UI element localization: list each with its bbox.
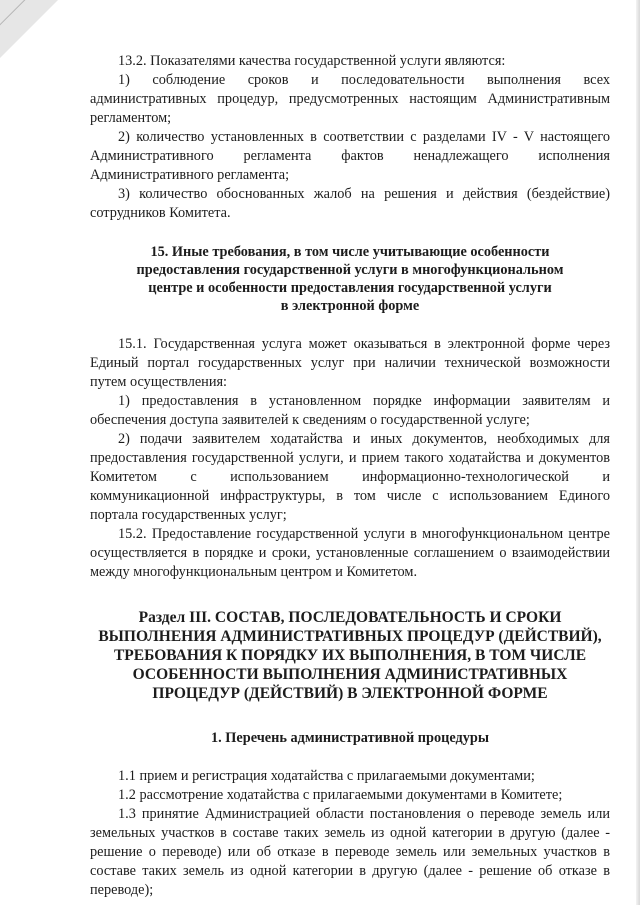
section-15-heading-line-4: в электронной форме	[280, 298, 420, 314]
paragraph-15-1: 15.1. Государственная услуга может оказываться в электронной форме через Единый портал государственных услуг при наличии технической возможности путем осуществления:	[90, 336, 610, 390]
paragraph-15-1-item-1: 1) предоставления в установленном порядке информации заявителям и обеспечения доступа заявителей к сведениям о государственной услуге;	[90, 393, 610, 428]
paragraph-13-2-item-3: 3) количество обоснованных жалоб на решения и действия (бездействие) сотрудников Комитета.	[90, 186, 610, 221]
paragraph-1-2: 1.2 рассмотрение ходатайства с прилагаемыми документами в Комитете;	[118, 787, 563, 803]
razdel-3-heading-line-3: ТРЕБОВАНИЯ К ПОРЯДКУ ИХ ВЫПОЛНЕНИЯ, В ТОМ ЧИСЛЕ	[113, 647, 587, 664]
spacer	[90, 747, 610, 767]
razdel-3-heading-line-1: Раздел III. СОСТАВ, ПОСЛЕДОВАТЕЛЬНОСТЬ И СРОКИ	[138, 609, 562, 626]
section-15-heading-line-1: 15. Иные требования, в том числе учитывающие особенности	[150, 244, 550, 260]
spacer	[90, 315, 610, 335]
razdel-3-heading	[90, 608, 610, 703]
razdel-3-heading-line-2: ВЫПОЛНЕНИЯ АДМИНИСТРАТИВНЫХ ПРОЦЕДУР (ДЕЙСТВИЙ),	[98, 628, 602, 645]
paragraph-15-1-item-2: 2) подачи заявителем ходатайства и иных документов, необходимых для предоставления государственной услуги, и прием такого ходатайства и документов Комитетом с использованием информационно-технологической и коммуникационной инфраструктуры, в том числе с использованием Единого портала государственных услуг;	[90, 431, 610, 523]
spacer	[90, 582, 610, 608]
razdel-3-heading-line-4: ОСОБЕННОСТИ ВЫПОЛНЕНИЯ АДМИНИСТРАТИВНЫХ	[132, 666, 568, 683]
paragraph-13-2-item-1: 1) соблюдение сроков и последовательности выполнения всех административных процедур, предусмотренных настоящим Административным регламентом;	[90, 72, 610, 126]
paragraph-13-2-item-2: 2) количество установленных в соответствии с разделами IV - V настоящего Административного регламента фактов ненадлежащего исполнения Административного регламента;	[90, 129, 610, 183]
page-corner-fold	[0, 0, 58, 58]
spacer	[90, 703, 610, 729]
page-right-edge-shadow	[636, 0, 640, 905]
section-1-heading: 1. Перечень административной процедуры	[211, 730, 489, 746]
razdel-3-heading-line-5: ПРОЦЕДУР (ДЕЙСТВИЙ) В ЭЛЕКТРОННОЙ ФОРМЕ	[152, 685, 548, 702]
paragraph-15-2: 15.2. Предоставление государственной услуги в многофункциональном центре осуществляется в порядке и сроки, установленные соглашением о взаимодействии между многофункциональным центром и Комитетом.	[90, 526, 610, 580]
paragraph-1-1: 1.1 прием и регистрация ходатайства с прилагаемыми документами;	[118, 768, 535, 784]
section-15-heading-line-3: центре и особенности предоставления государственной услуги	[148, 280, 552, 296]
section-15-heading-line-2: предоставления государственной услуги в многофункциональном	[136, 262, 564, 278]
spacer	[90, 223, 610, 243]
document-body	[90, 52, 610, 900]
paragraph-13-2-intro: 13.2. Показателями качества государственной услуги являются:	[118, 53, 506, 69]
paragraph-1-3: 1.3 принятие Администрацией области постановления о переводе земель или земельных участков в составе таких земель из одной категории в другую (далее - решение о переводе) или об отказе в переводе земель или земельных участков в составе таких земель из одной категории в другую (далее - решение об отказе в переводе);	[90, 806, 610, 898]
section-15-heading	[90, 243, 610, 315]
